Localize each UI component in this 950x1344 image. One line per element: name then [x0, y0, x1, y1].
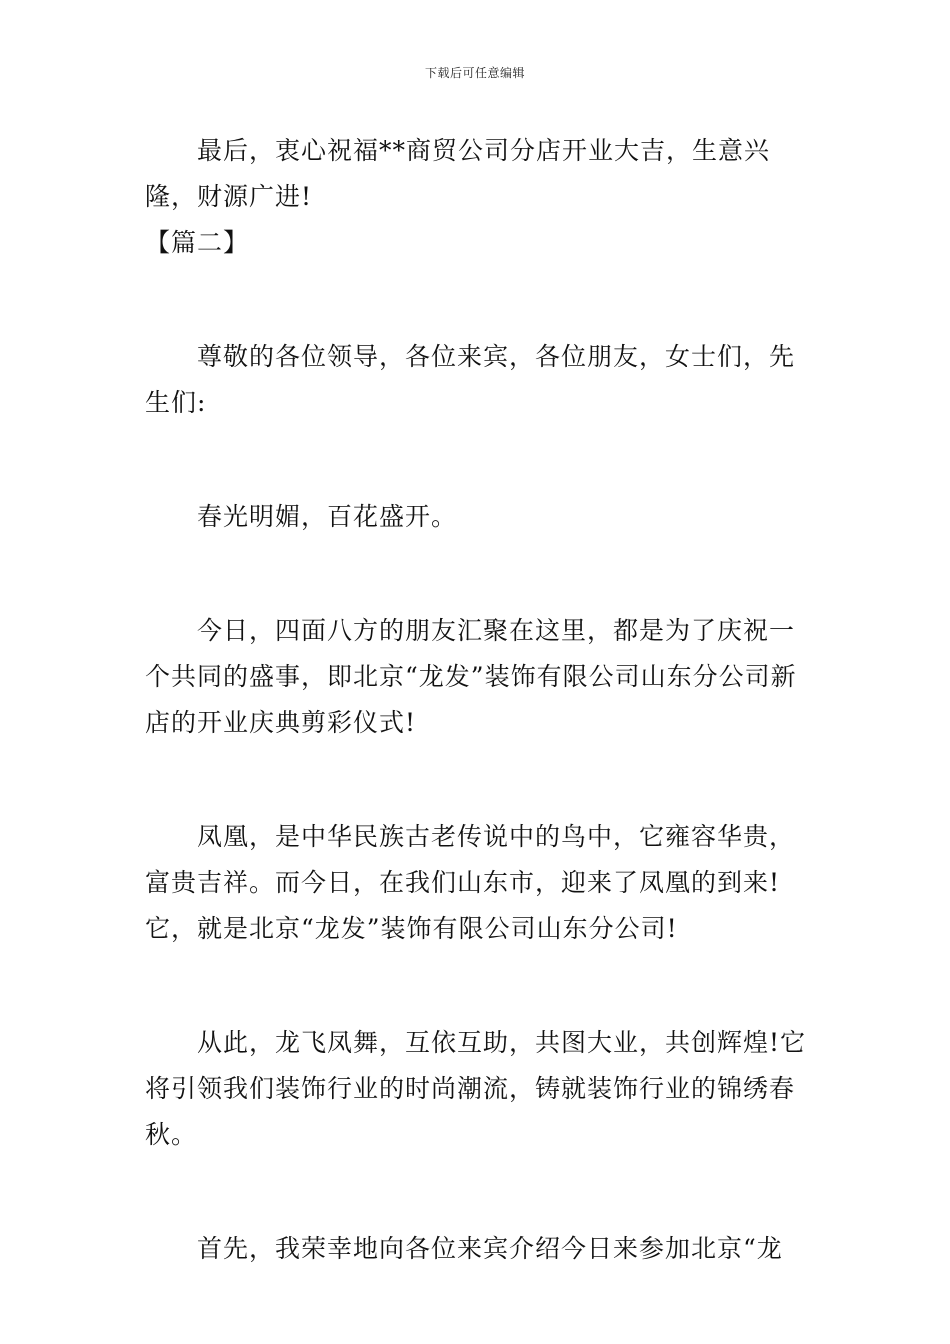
page-header: 下载后可任意编辑 [424, 66, 525, 80]
spring-paragraph: 春光明媚，百花盛开。 [197, 502, 458, 531]
section-heading: 【篇二】 [145, 228, 250, 257]
document-body [145, 128, 810, 1272]
phoenix-paragraph: 凤凰，是中华民族古老传说中的鸟中，它雍容华贵，富贵吉祥。而今日，在我们山东市，迎来了凤凰的到来!它，就是北京“龙发”装饰有限公司山东分公司! [145, 822, 796, 943]
closing-paragraph: 最后，衷心祝福**商贸公司分店开业大吉，生意兴隆，财源广进! [145, 136, 771, 211]
salutation-paragraph: 尊敬的各位领导，各位来宾，各位朋友，女士们，先生们: [145, 342, 796, 417]
future-paragraph: 从此，龙飞凤舞，互依互助，共图大业，共创辉煌!它将引领我们装饰行业的时尚潮流，铸就装饰行业的锦绣春秋。 [145, 1028, 807, 1149]
ceremony-paragraph: 今日，四面八方的朋友汇聚在这里，都是为了庆祝一个共同的盛事，即北京“龙发”装饰有限公司山东分公司新店的开业庆典剪彩仪式! [145, 616, 797, 737]
introduction-paragraph: 首先，我荣幸地向各位来宾介绍今日来参加北京“龙 [197, 1234, 783, 1263]
